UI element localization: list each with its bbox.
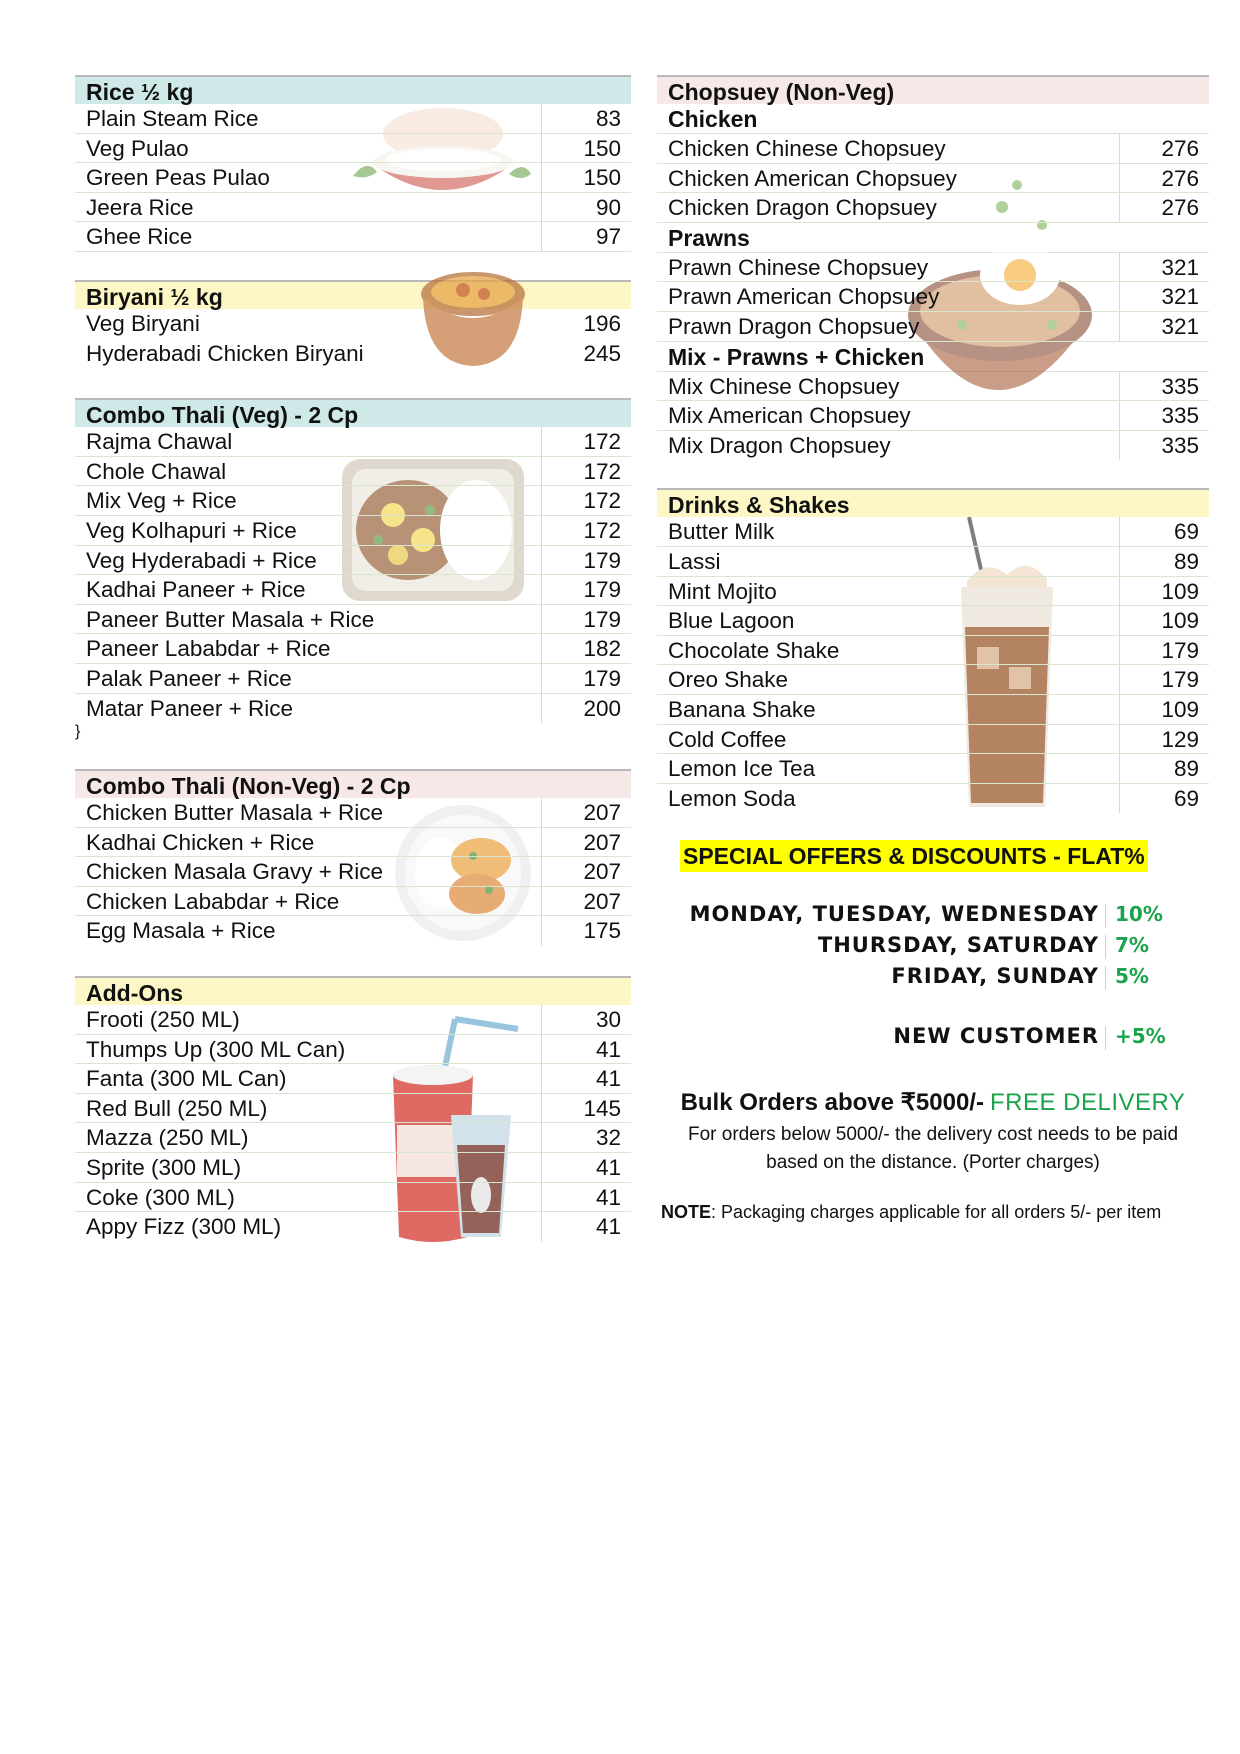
menu-row (75, 516, 631, 546)
menu-row (75, 1212, 631, 1242)
item-price: 89 (1119, 547, 1209, 576)
item-name: Banana Shake (668, 696, 816, 722)
item-price: 207 (541, 798, 631, 827)
menu-row (75, 546, 631, 576)
bulk-orders (657, 1088, 1209, 1177)
menu-row (75, 339, 631, 369)
menu-row (657, 517, 1209, 547)
item-name: Appy Fizz (300 ML) (86, 1214, 282, 1240)
item-price: 179 (541, 605, 631, 634)
menu-row (657, 754, 1209, 784)
item-name: Coke (300 ML) (86, 1184, 235, 1210)
menu-row (657, 695, 1209, 725)
item-price: 150 (541, 163, 631, 192)
menu-row (657, 636, 1209, 666)
item-name: Prawn American Chopsuey (668, 284, 940, 310)
menu-row (657, 577, 1209, 607)
menu-row (657, 164, 1209, 194)
item-price: 145 (541, 1094, 631, 1123)
item-name: Mix American Chopsuey (668, 403, 911, 429)
menu-row (657, 606, 1209, 636)
item-name: Matar Paneer + Rice (86, 695, 293, 721)
menu-row (75, 887, 631, 917)
addons-header: Add-Ons (75, 976, 631, 1005)
discount-value: +5% (1115, 1024, 1166, 1048)
item-price: 41 (541, 1183, 631, 1212)
item-price: 179 (541, 664, 631, 693)
chopsuey-header: Chopsuey (Non-Veg) (657, 75, 1209, 104)
rice-rows (75, 104, 631, 252)
menu-row (75, 1123, 631, 1153)
item-name: Lassi (668, 548, 721, 574)
menu-row (657, 725, 1209, 755)
item-name: Chicken American Chopsuey (668, 165, 957, 191)
discount-row (657, 964, 1209, 994)
item-name: Chicken Masala Gravy + Rice (86, 859, 383, 885)
bulk-note: For orders below 5000/- the delivery cost needs to be paid based on the distance. (Porter charges) (687, 1124, 1179, 1173)
item-name: Chocolate Shake (668, 637, 840, 663)
discount-value: 7% (1115, 933, 1149, 957)
item-name: Jeera Rice (86, 194, 194, 220)
divider (1105, 1026, 1106, 1050)
item-price: 207 (541, 857, 631, 886)
menu-row (75, 309, 631, 339)
menu-row (75, 916, 631, 946)
menu-row (657, 282, 1209, 312)
combo-veg-rows (75, 427, 631, 723)
chopsuey-section (657, 75, 1209, 460)
item-name: Mix Veg + Rice (86, 488, 237, 514)
item-price: 69 (1119, 517, 1209, 546)
combo-nonveg-section (75, 769, 631, 946)
menu-row (75, 1094, 631, 1124)
item-price: 172 (541, 486, 631, 515)
biryani-rows (75, 309, 631, 368)
note-label: NOTE (661, 1202, 712, 1222)
item-name: Chole Chawal (86, 458, 227, 484)
item-price: 129 (1119, 725, 1209, 754)
item-name: Lemon Soda (668, 785, 796, 811)
item-price: 89 (1119, 754, 1209, 783)
discount-days: NEW CUSTOMER (893, 1024, 1099, 1048)
item-name: Butter Milk (668, 519, 775, 545)
addons-section (75, 976, 631, 1242)
item-name: Egg Masala + Rice (86, 918, 276, 944)
item-name: Veg Biryani (86, 310, 200, 336)
combo-nonveg-rows (75, 798, 631, 946)
item-name: Sprite (300 ML) (86, 1155, 242, 1181)
item-price: 321 (1119, 312, 1209, 341)
discount-row (657, 1024, 1209, 1054)
menu-row (657, 193, 1209, 223)
item-price: 41 (541, 1064, 631, 1093)
item-price: 69 (1119, 784, 1209, 814)
item-name: Chicken Dragon Chopsuey (668, 195, 937, 221)
item-price: 179 (541, 575, 631, 604)
menu-row (75, 828, 631, 858)
item-name: Lemon Ice Tea (668, 756, 816, 782)
item-price: 109 (1119, 577, 1209, 606)
discount-row (657, 933, 1209, 963)
biryani-header: Biryani ½ kg (75, 280, 631, 309)
offers-title: SPECIAL OFFERS & DISCOUNTS - FLAT% (680, 840, 1148, 872)
item-name: Chicken Lababdar + Rice (86, 888, 340, 914)
item-name: Prawn Chinese Chopsuey (668, 254, 929, 280)
item-price: 335 (1119, 431, 1209, 461)
item-price: 41 (541, 1153, 631, 1182)
menu-row (75, 857, 631, 887)
menu-row (75, 222, 631, 252)
item-name: Oreo Shake (668, 667, 789, 693)
item-price: 150 (541, 134, 631, 163)
item-name: Mix Chinese Chopsuey (668, 373, 900, 399)
item-name: Ghee Rice (86, 224, 193, 250)
item-price: 179 (1119, 665, 1209, 694)
menu-row (657, 784, 1209, 814)
mix-subheader: Mix - Prawns + Chicken (657, 342, 1209, 372)
combo-veg-section: Combo Thali (Veg) - 2 Cp Rajma Chawal 172 Chole Chawal 172 Mix Veg + Rice 172 Veg Kolhapuri + Rice 172 Veg Hyderabadi + Rice 179 Kadhai Paneer + Rice 179 Paneer Butter Masala + Rice 179 Paneer Lababdar + Rice 182 Palak Paneer + Rice 179 Matar Paneer + Rice 200 } (75, 398, 631, 741)
item-price: 276 (1119, 193, 1209, 222)
item-name: Fanta (300 ML Can) (86, 1066, 287, 1092)
item-price: 172 (541, 516, 631, 545)
menu-row (657, 134, 1209, 164)
item-name: Hyderabadi Chicken Biryani (86, 340, 364, 366)
item-name: Thumps Up (300 ML Can) (86, 1036, 346, 1062)
menu-row (75, 798, 631, 828)
item-price: 41 (541, 1035, 631, 1064)
item-name: Veg Kolhapuri + Rice (86, 517, 297, 543)
item-price: 335 (1119, 372, 1209, 401)
bulk-line (657, 1088, 1209, 1117)
menu-row (75, 427, 631, 457)
prawns-subheader: Prawns (657, 223, 1209, 253)
rice-section (75, 75, 631, 252)
item-name: Mix Dragon Chopsuey (668, 432, 891, 458)
menu-row (75, 575, 631, 605)
item-name: Palak Paneer + Rice (86, 665, 292, 691)
item-name: Mint Mojito (668, 578, 777, 604)
menu-row (657, 431, 1209, 461)
item-name: Paneer Butter Masala + Rice (86, 606, 375, 632)
menu-row (75, 457, 631, 487)
item-price: 196 (583, 310, 621, 336)
menu-row (657, 253, 1209, 283)
item-name: Rajma Chawal (86, 429, 233, 455)
biryani-section (75, 280, 631, 368)
item-price: 90 (541, 193, 631, 222)
item-price: 321 (1119, 282, 1209, 311)
note-text: : Packaging charges applicable for all orders 5/- per item (711, 1202, 1162, 1222)
discount-value: 10% (1115, 902, 1163, 926)
menu-row (75, 634, 631, 664)
item-price: 97 (541, 222, 631, 251)
item-name: Mazza (250 ML) (86, 1125, 249, 1151)
item-name: Chicken Butter Masala + Rice (86, 800, 384, 826)
item-price: 41 (541, 1212, 631, 1242)
item-price: 179 (541, 546, 631, 575)
item-price: 276 (1119, 164, 1209, 193)
menu-row (75, 694, 631, 724)
discount-days: FRIDAY, SUNDAY (891, 964, 1099, 988)
menu-row (75, 1153, 631, 1183)
menu-row (75, 1035, 631, 1065)
menu-row (75, 1064, 631, 1094)
item-price: 83 (541, 104, 631, 133)
left-column (75, 75, 631, 1242)
item-name: Frooti (250 ML) (86, 1007, 240, 1033)
item-name: Kadhai Paneer + Rice (86, 577, 306, 603)
item-name: Prawn Dragon Chopsuey (668, 313, 920, 339)
menu-row (657, 665, 1209, 695)
item-name: Kadhai Chicken + Rice (86, 829, 315, 855)
item-price: 276 (1119, 134, 1209, 163)
item-name: Veg Hyderabadi + Rice (86, 547, 317, 573)
divider (1105, 966, 1106, 990)
divider (1105, 904, 1106, 928)
free-delivery-text: FREE DELIVERY (989, 1089, 1186, 1116)
item-name: Paneer Lababdar + Rice (86, 636, 331, 662)
right-column (657, 75, 1209, 813)
menu-row (75, 1183, 631, 1213)
item-price: 175 (541, 916, 631, 946)
item-name: Red Bull (250 ML) (86, 1095, 268, 1121)
item-name: Plain Steam Rice (86, 106, 259, 131)
menu-row (75, 193, 631, 223)
combo-nonveg-header: Combo Thali (Non-Veg) - 2 Cp (75, 769, 631, 798)
combo-veg-header: Combo Thali (Veg) - 2 Cp (75, 398, 631, 427)
item-name: Veg Pulao (86, 135, 189, 161)
item-price: 172 (541, 457, 631, 486)
menu-row (75, 134, 631, 164)
item-price: 200 (541, 694, 631, 724)
item-price: 179 (1119, 636, 1209, 665)
discount-row (657, 902, 1209, 932)
drinks-rows (657, 517, 1209, 813)
item-price: 207 (541, 887, 631, 916)
addons-rows (75, 1005, 631, 1242)
item-price: 245 (583, 340, 621, 366)
drinks-header: Drinks & Shakes (657, 488, 1209, 517)
item-name: Chicken Chinese Chopsuey (668, 136, 946, 161)
bulk-text: Bulk Orders above ₹5000/- (680, 1089, 984, 1116)
divider (1105, 935, 1106, 959)
item-price: 182 (541, 634, 631, 663)
menu-row (657, 372, 1209, 402)
menu-row (75, 605, 631, 635)
rice-header: Rice ½ kg (75, 75, 631, 104)
item-name: Green Peas Pulao (86, 165, 270, 191)
discount-days: THURSDAY, SATURDAY (817, 933, 1099, 957)
packaging-note (661, 1202, 1161, 1223)
item-price: 321 (1119, 253, 1209, 282)
item-price: 32 (541, 1123, 631, 1152)
menu-row (75, 486, 631, 516)
chicken-subheader: Chicken (657, 104, 1209, 134)
menu-row (75, 664, 631, 694)
item-price: 207 (541, 828, 631, 857)
menu-row (75, 163, 631, 193)
item-price: 30 (541, 1005, 631, 1034)
menu-row (657, 401, 1209, 431)
menu-row (657, 547, 1209, 577)
discount-days: MONDAY, TUESDAY, WEDNESDAY (689, 902, 1099, 926)
menu-row (75, 1005, 631, 1035)
menu-row (75, 104, 631, 134)
drinks-section (657, 488, 1209, 813)
item-price: 335 (1119, 401, 1209, 430)
item-price: 172 (541, 427, 631, 456)
discount-value: 5% (1115, 964, 1149, 988)
item-price: 109 (1119, 606, 1209, 635)
item-price: 109 (1119, 695, 1209, 724)
menu-row (657, 312, 1209, 342)
item-name: Blue Lagoon (668, 608, 795, 634)
item-name: Cold Coffee (668, 726, 787, 752)
